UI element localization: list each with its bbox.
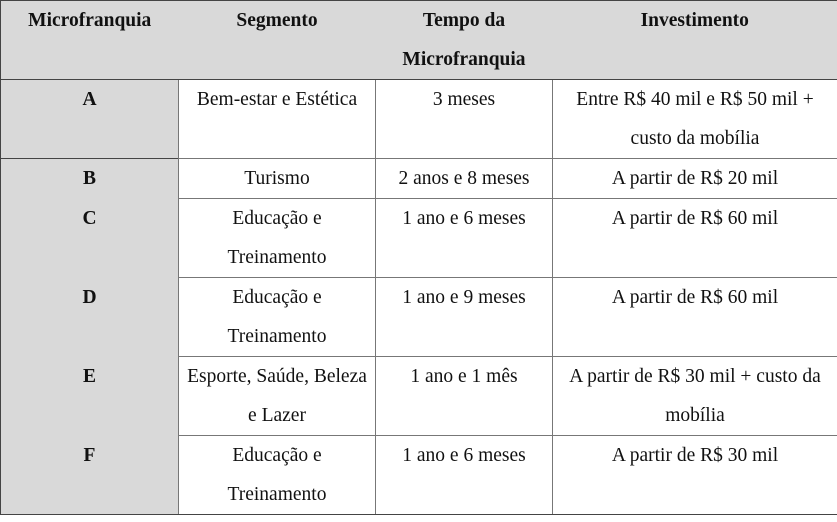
table-row [1, 159, 837, 199]
table-row [1, 80, 837, 159]
cell-microfranquia: E [1, 357, 179, 436]
header-segmento: Segmento [179, 1, 376, 80]
cell-segmento: Educação e Treinamento [179, 436, 376, 515]
cell-tempo: 3 meses [376, 80, 553, 159]
cell-segmento: Educação e Treinamento [179, 199, 376, 278]
cell-tempo: 2 anos e 8 meses [376, 159, 553, 199]
cell-microfranquia: C [1, 199, 179, 278]
cell-investimento: A partir de R$ 30 mil [553, 436, 837, 515]
cell-investimento: Entre R$ 40 mil e R$ 50 mil + custo da mobília [553, 80, 837, 159]
cell-investimento: A partir de R$ 60 mil [553, 199, 837, 278]
header-row [1, 1, 837, 80]
cell-tempo: 1 ano e 9 meses [376, 278, 553, 357]
cell-segmento: Esporte, Saúde, Beleza e Lazer [179, 357, 376, 436]
cell-investimento: A partir de R$ 20 mil [553, 159, 837, 199]
cell-segmento: Bem-estar e Estética [179, 80, 376, 159]
cell-segmento: Educação e Treinamento [179, 278, 376, 357]
header-investimento: Investimento [553, 1, 837, 80]
table-row [1, 357, 837, 436]
cell-investimento: A partir de R$ 30 mil + custo da mobília [553, 357, 837, 436]
header-tempo: Tempo da Microfranquia [376, 1, 553, 80]
cell-tempo: 1 ano e 6 meses [376, 436, 553, 515]
cell-microfranquia: B [1, 159, 179, 199]
cell-segmento: Turismo [179, 159, 376, 199]
cell-microfranquia: A [1, 80, 179, 159]
table-row [1, 199, 837, 278]
header-microfranquia: Microfranquia [1, 1, 179, 80]
cell-investimento: A partir de R$ 60 mil [553, 278, 837, 357]
table-header [1, 1, 837, 80]
table-row [1, 278, 837, 357]
table-body [1, 80, 837, 515]
cell-microfranquia: D [1, 278, 179, 357]
cell-tempo: 1 ano e 6 meses [376, 199, 553, 278]
cell-tempo: 1 ano e 1 mês [376, 357, 553, 436]
table-row [1, 436, 837, 515]
cell-microfranquia: F [1, 436, 179, 515]
